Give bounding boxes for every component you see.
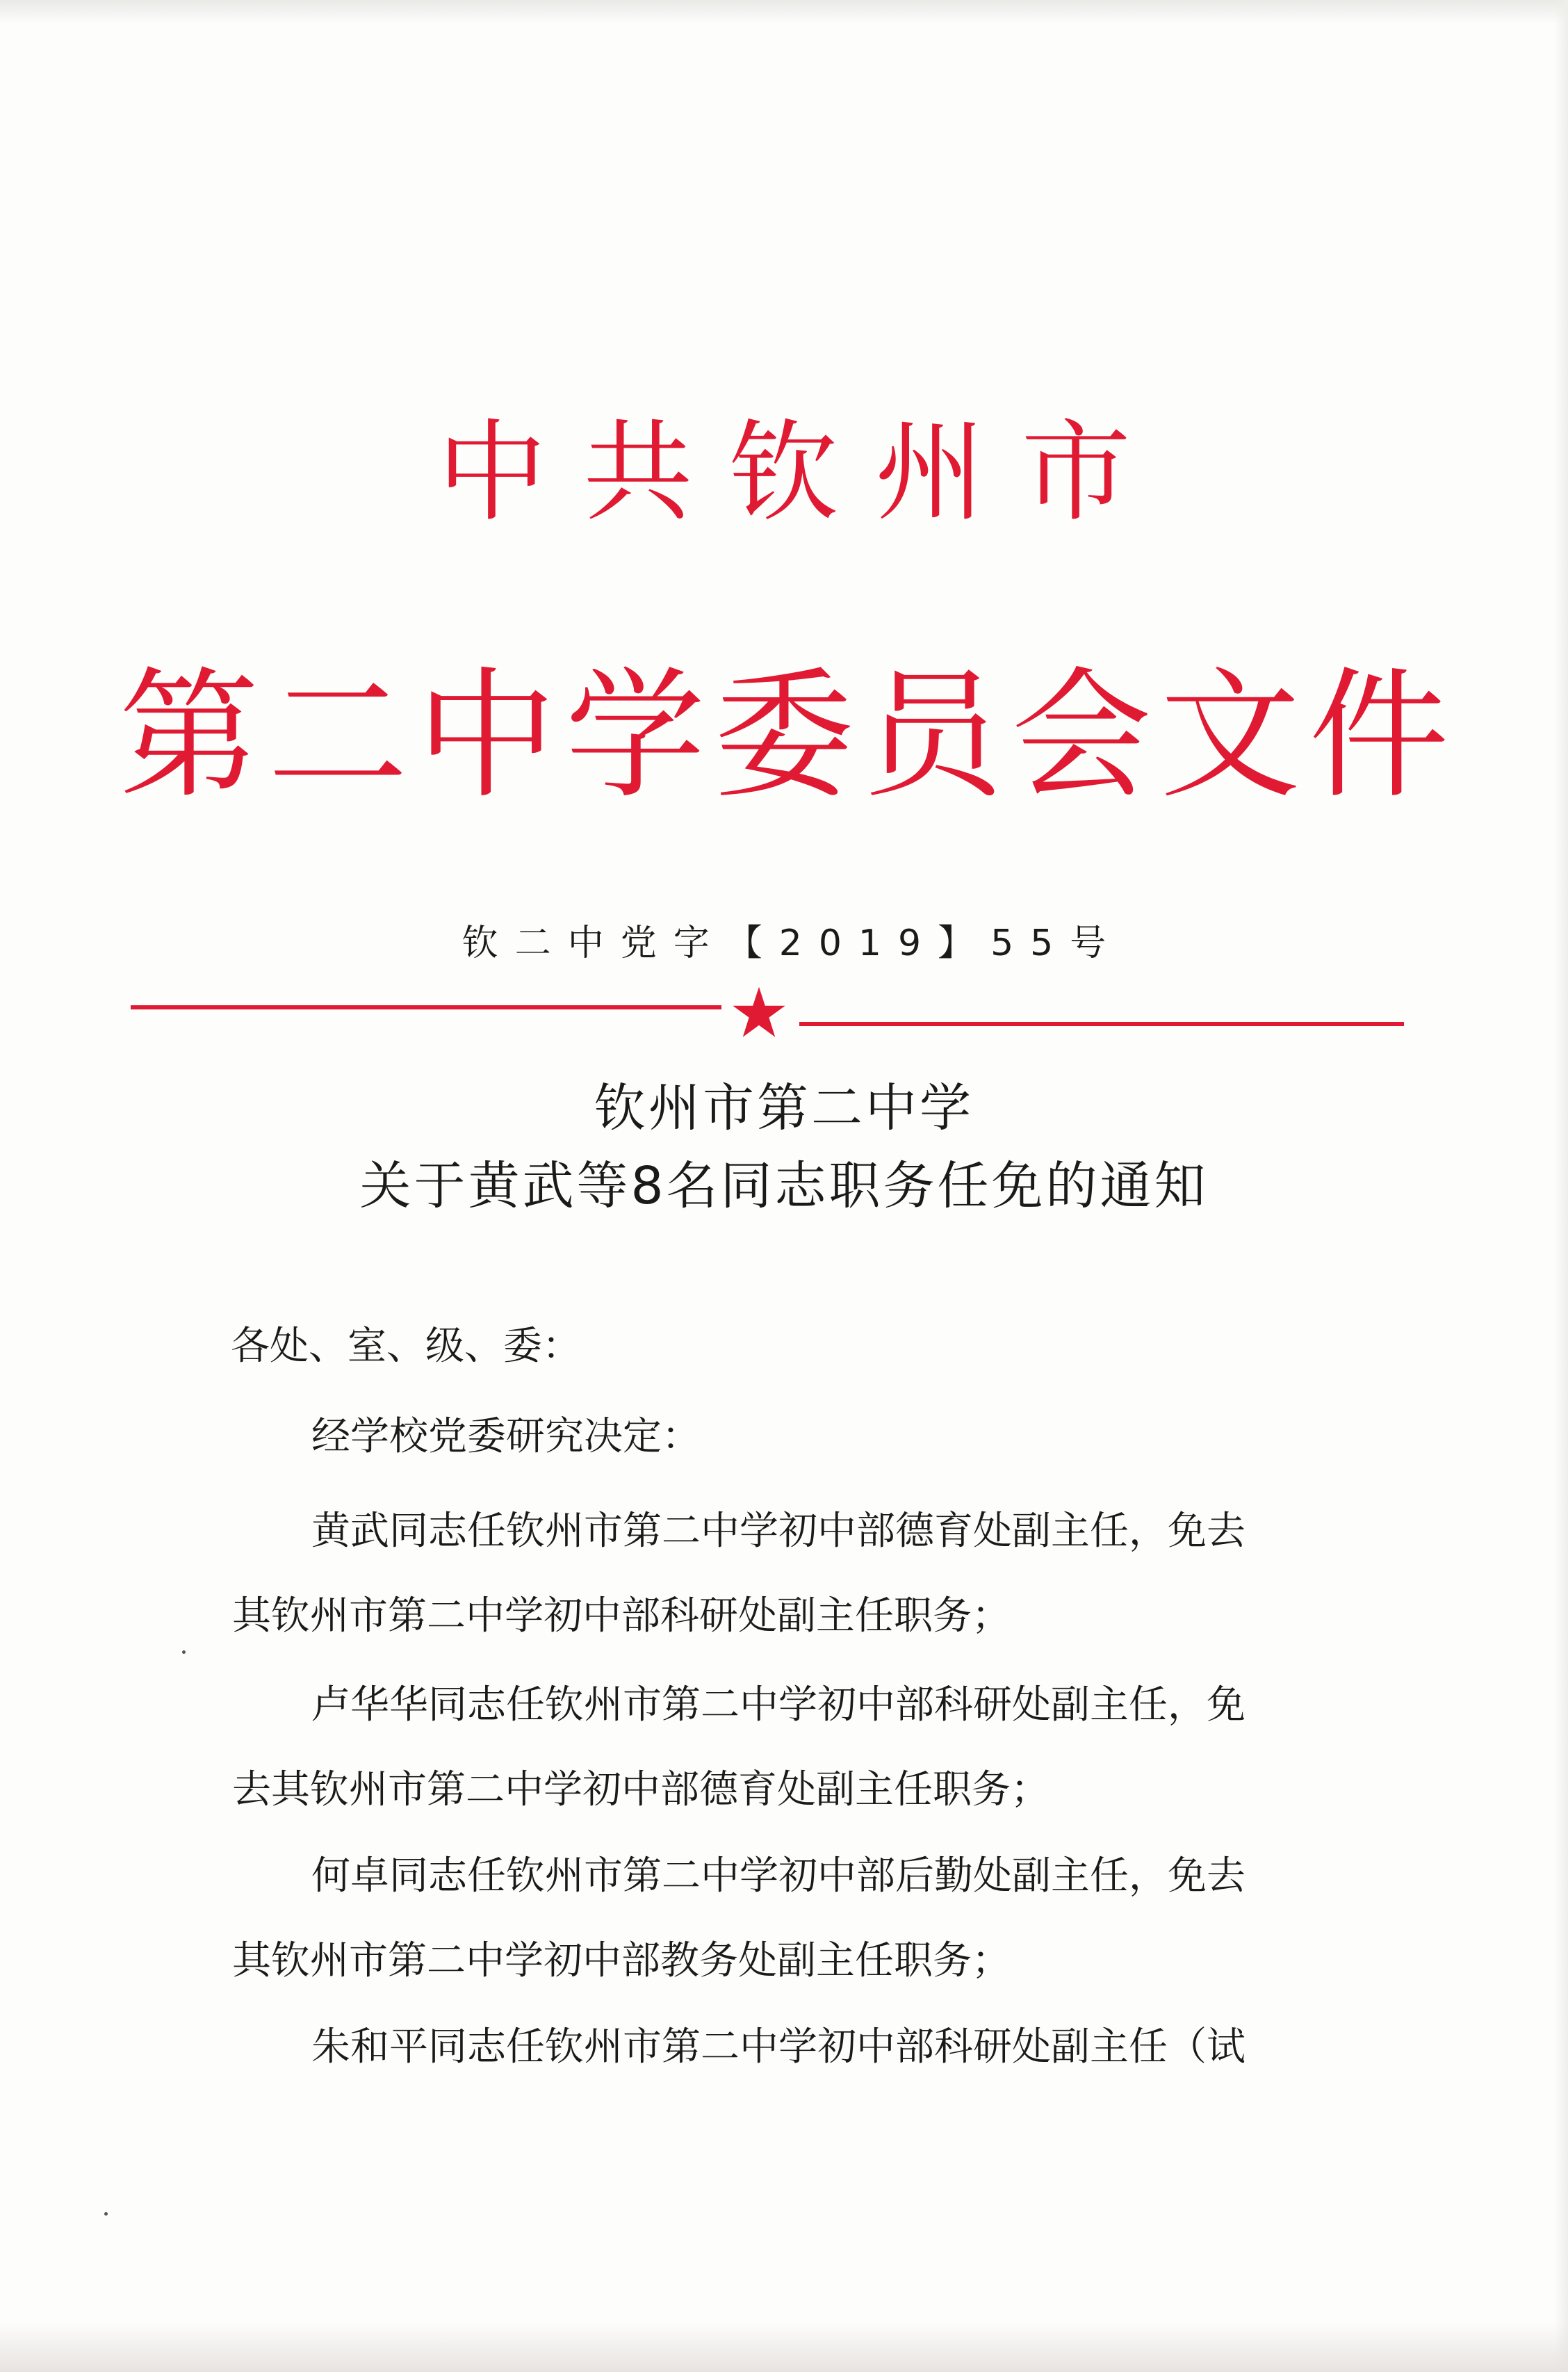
paper-edge-bottom <box>0 2322 1568 2372</box>
red-header-document-type: 第二中学委员会文件 <box>119 653 1457 818</box>
red-divider-right <box>799 1022 1404 1026</box>
body-line: 卢华华同志任钦州市第二中学初中部科研处副主任，免 <box>311 1682 1246 1728</box>
paper-speck <box>104 2212 108 2216</box>
red-star-icon <box>731 986 787 1039</box>
paper-edge-top <box>0 0 1568 24</box>
notice-title-line1: 钦州市第二中学 <box>594 1078 974 1138</box>
body-line: 何卓同志任钦州市第二中学初中部后勤处副主任，免去 <box>311 1853 1246 1899</box>
document-number: 钦二中党字【2019】55号 <box>462 923 1123 964</box>
red-header-issuer: 中共钦州市 <box>437 409 1167 537</box>
paper-speck <box>182 1650 186 1654</box>
body-line: 朱和平同志任钦州市第二中学初中部科研处副主任（试 <box>311 2024 1246 2070</box>
body-line: 其钦州市第二中学初中部科研处副主任职务； <box>232 1593 1011 1639</box>
intro-paragraph: 经学校党委研究决定： <box>311 1414 701 1459</box>
body-line: 去其钦州市第二中学初中部德育处副主任职务； <box>232 1767 1050 1812</box>
salutation: 各处、室、级、委： <box>231 1324 581 1369</box>
red-divider-left <box>131 1005 721 1009</box>
body-line: 其钦州市第二中学初中部教务处副主任职务； <box>232 1938 1011 1983</box>
notice-title-line2: 关于黄武等8名同志职务任免的通知 <box>359 1156 1209 1216</box>
body-line: 黄武同志任钦州市第二中学初中部德育处副主任，免去 <box>311 1509 1246 1554</box>
